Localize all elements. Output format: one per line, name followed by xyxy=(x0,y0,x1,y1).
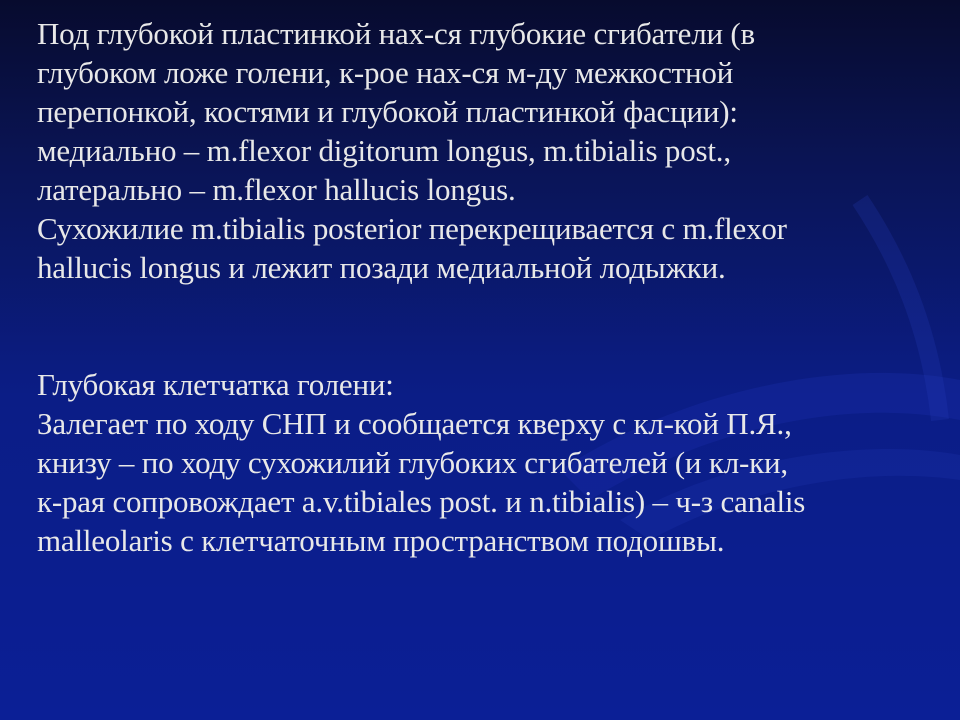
text-line: перепонкой, костями и глубокой пластинкой фасции): xyxy=(37,94,738,129)
text-line: латерально – m.flexor hallucis longus. xyxy=(37,172,516,207)
text-line: книзу – по ходу сухожилий глубоких сгибателей (и кл-ки, xyxy=(37,445,788,480)
text-line: malleolaris с клетчаточным пространством подошвы. xyxy=(37,523,725,558)
text-line: глубоком ложе голени, к-рое нах-ся м-ду межкостной xyxy=(37,55,734,90)
paragraph-spacer xyxy=(37,287,937,326)
text-line: к-рая сопровождает a.v.tibiales post. и n.tibialis) – ч-з canalis xyxy=(37,484,806,519)
slide-body-text xyxy=(37,14,937,560)
section-heading: Глубокая клетчатка голени: xyxy=(37,367,394,402)
text-line: Сухожилие m.tibialis posterior перекрещивается с m.flexor xyxy=(37,211,787,246)
text-line: Залегает по ходу СНП и сообщается кверху с кл-кой П.Я., xyxy=(37,406,792,441)
paragraph-spacer xyxy=(37,326,937,365)
text-line: Под глубокой пластинкой нах-ся глубокие сгибатели (в xyxy=(37,16,755,51)
text-line: hallucis longus и лежит позади медиальной лодыжки. xyxy=(37,250,726,285)
text-line: медиально – m.flexor digitorum longus, m.tibialis post., xyxy=(37,133,731,168)
